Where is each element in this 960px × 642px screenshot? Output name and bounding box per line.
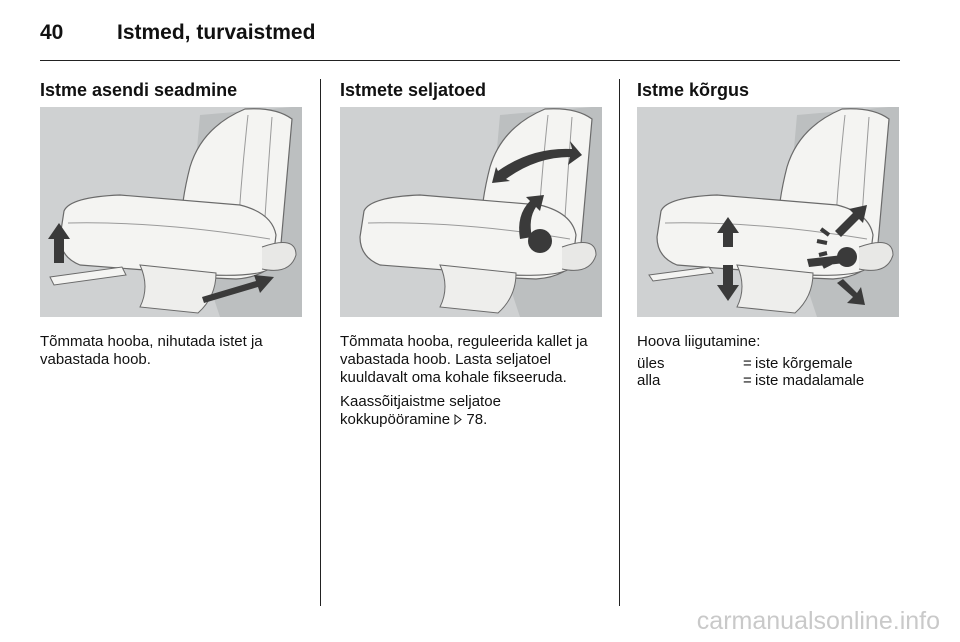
definition-description: iste madalamale bbox=[755, 372, 865, 389]
section-backrest bbox=[340, 79, 602, 429]
definition-row bbox=[637, 355, 899, 372]
section-heading: Istme asendi seadmine bbox=[40, 80, 238, 100]
section-text-reference bbox=[340, 393, 602, 429]
header-rule bbox=[40, 60, 900, 61]
column-divider bbox=[320, 79, 321, 606]
section-seat-height bbox=[637, 79, 899, 389]
seat-height-illustration-icon bbox=[637, 107, 899, 317]
chapter-title: Istmed, turvaistmed bbox=[117, 21, 316, 44]
definition-equals: = bbox=[743, 372, 752, 389]
definition-description: iste kõrgemale bbox=[755, 355, 853, 372]
section-heading: Istme kõrgus bbox=[637, 80, 750, 100]
column-divider bbox=[619, 79, 620, 606]
section-heading: Istmete seljatoed bbox=[340, 80, 487, 100]
seat-slide-illustration-icon bbox=[40, 107, 302, 317]
reference-text: Kaassõitjaistme seljatoe kokkupööramine bbox=[340, 393, 501, 428]
seat-backrest-illustration-icon bbox=[340, 107, 602, 317]
definition-term: üles bbox=[637, 355, 665, 372]
page-number: 40 bbox=[40, 21, 64, 44]
definition-term: alla bbox=[637, 372, 661, 389]
section-seat-position bbox=[40, 79, 302, 369]
definition-row bbox=[637, 372, 899, 389]
section-text: Tõmmata hooba, nihutada istet ja vabastada hoob. bbox=[40, 333, 263, 368]
page-reference-link[interactable]: 78. bbox=[466, 411, 488, 428]
page-reference-icon bbox=[454, 414, 462, 425]
watermark: carmanualsonline.info bbox=[696, 607, 940, 635]
section-text: Tõmmata hooba, reguleerida kallet ja vabastada hoob. Lasta seljatoel kuuldavalt oma kohale fikseeruda. bbox=[340, 333, 588, 386]
section-text: Hoova liigutamine: bbox=[637, 333, 761, 350]
definition-list bbox=[637, 355, 899, 389]
definition-equals: = bbox=[743, 355, 752, 372]
